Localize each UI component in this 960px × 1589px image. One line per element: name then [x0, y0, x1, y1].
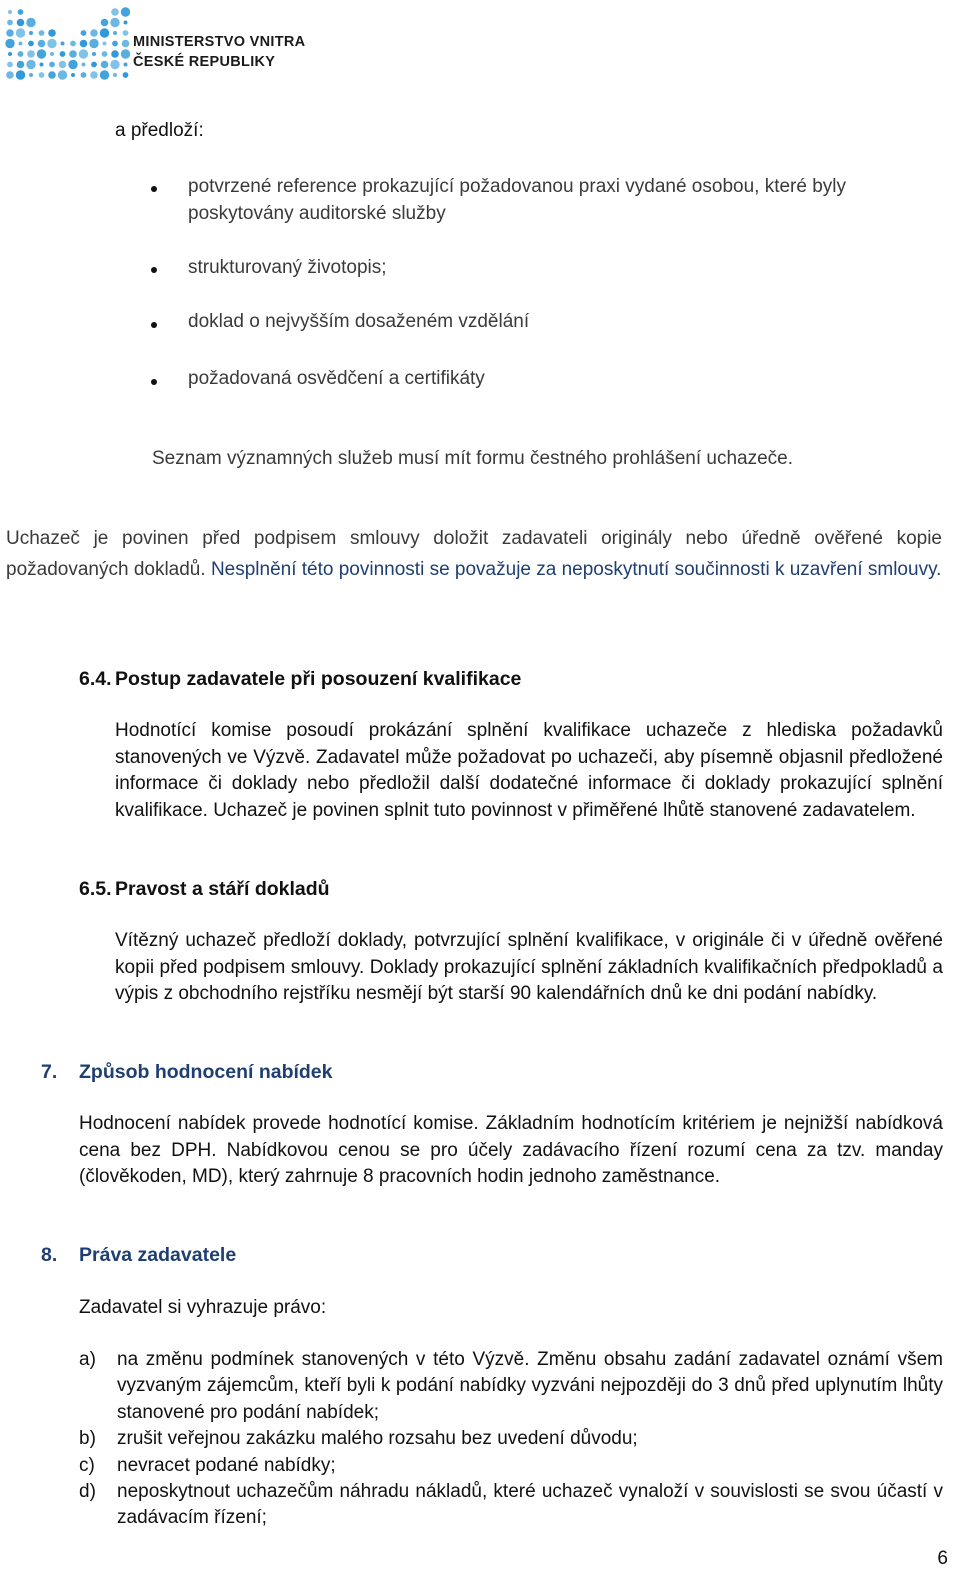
logo-dot — [79, 49, 88, 58]
logo-dot — [29, 31, 33, 35]
section-8-intro: Zadavatel si vyhrazuje právo: — [79, 1297, 327, 1318]
list-marker: a) — [79, 1349, 96, 1370]
logo-dot — [61, 42, 65, 46]
logo-dot — [111, 50, 119, 58]
logo-dot — [80, 40, 88, 48]
logo-dot — [48, 29, 56, 37]
ministry-logo-mark-icon — [4, 4, 134, 84]
list-marker: b) — [79, 1428, 96, 1450]
section-6-5-number: 6.5. — [79, 878, 112, 900]
logo-dot — [90, 29, 98, 37]
logo-dot — [101, 61, 109, 69]
logo-dot — [124, 63, 128, 67]
logo-dot — [101, 19, 109, 27]
logo-dot — [39, 30, 45, 36]
list-item — [79, 1479, 943, 1532]
list-item-text: neposkytnout uchazečům náhradu nákladů, které uchazeč vynaloží v souvislosti se svou účastí v zadávacím řízení; — [117, 1481, 943, 1529]
logo-dot — [92, 52, 96, 56]
section-8-number: 8. — [41, 1244, 58, 1266]
list-item — [79, 1426, 943, 1452]
logo-dot — [81, 72, 87, 78]
intro-text: a předloží: — [115, 120, 204, 141]
logo-dot — [16, 28, 25, 37]
logo-dot — [112, 41, 118, 47]
logo-dot — [19, 42, 23, 46]
logo-line2: ČESKÉ REPUBLIKY — [133, 54, 276, 70]
logo-dot — [122, 40, 130, 48]
logo-dot — [8, 10, 12, 14]
logo-dot — [89, 39, 98, 48]
page-number: 6 — [937, 1548, 948, 1569]
list-item — [79, 1347, 943, 1426]
logo-dot — [8, 52, 12, 56]
logo-dot — [26, 18, 35, 27]
obligation-part2: Nesplnění této povinnosti se považuje za neposkytnutí součinnosti k uzavření smlouvy. — [210, 559, 942, 580]
logo-dot — [100, 70, 109, 79]
bullet-item-3: doklad o nejvyšším dosaženém vzdělání — [188, 311, 530, 332]
logo-dot — [113, 31, 117, 35]
obligation-part1: Uchazeč je povinen před podpisem smlouvy doložit zadavateli originály nebo úředně ověřené kopie požadovaných dokladů. — [6, 528, 942, 580]
logo-dot — [121, 7, 130, 16]
section-6-5-body: Vítězný uchazeč předloží doklady, potvrzující splnění kvalifikace, v originále či v úředně ověřené kopii před podpisem smlouvy. Doklady prokazující splnění základních kvalifikačních předpokladů a výpis z obchodního rejstříku nesmějí být starší 90 kalendářních dnů ke dni podání nabídky. — [115, 930, 943, 1005]
logo-dot — [50, 52, 54, 56]
logo-dot — [69, 50, 77, 58]
logo-dot — [6, 71, 14, 79]
logo-dot — [110, 18, 119, 27]
bullet-item-4: požadovaná osvědčení a certifikáty — [188, 368, 485, 389]
logo-dot — [5, 39, 14, 48]
section-6-4-body: Hodnotící komise posoudí prokázání splnění kvalifikace uchazeče z hlediska požadavků stanovených ve Výzvě. Zadavatel může požadovat po uchazeči, aby písemně objasnil předložené informace či doklady nebo předložil další dodatečné informace či doklady prokazující splnění kvalifikace. Uchazeč je povinen splnit tuto povinnost v přiměřené lhůtě stanovené zadavatelem. — [115, 720, 943, 821]
list-item-text: zrušit veřejnou zakázku malého rozsahu bez uvedení důvodu; — [117, 1428, 638, 1450]
logo-dot — [59, 61, 67, 69]
logo-dot — [58, 70, 67, 79]
logo-dot — [39, 72, 45, 78]
services-note: Seznam významných služeb musí mít formu čestného prohlášení uchazeče. — [152, 448, 794, 469]
logo-dot — [26, 60, 35, 69]
section-6-5-title: Pravost a stáří dokladů — [115, 878, 330, 900]
section-7-number: 7. — [41, 1061, 58, 1083]
bullet-icon — [151, 379, 157, 385]
logo-dot — [17, 61, 25, 69]
logo-dot — [6, 29, 14, 37]
logo-dot — [18, 51, 24, 57]
logo-dot — [17, 19, 25, 27]
logo-dot — [60, 51, 66, 57]
section-6-4-number: 6.4. — [79, 668, 112, 690]
logo-dot — [47, 39, 56, 48]
logo-dot — [28, 41, 34, 47]
logo-dot — [70, 41, 76, 47]
logo-dot — [100, 28, 109, 37]
logo-dot — [71, 73, 75, 77]
logo-dot — [18, 9, 24, 15]
logo-dot — [81, 30, 87, 36]
bullet-icon — [151, 186, 157, 192]
logo-dot — [68, 60, 77, 69]
list-item-text: nevracet podané nabídky; — [117, 1454, 336, 1476]
logo-dot — [7, 62, 13, 68]
logo-dot — [102, 51, 108, 57]
logo-dot — [90, 71, 98, 79]
logo-dot — [113, 73, 117, 77]
logo-dot — [124, 21, 128, 25]
section-7-body: Hodnocení nabídek provede hodnotící komise. Základním hodnotícím kritériem je nejnižší nabídková cena bez DPH. Nabídkovou cenou se pro účely zadávacího řízení rozumí cena za tzv. manday (člověkoden, MD), který zahrnuje 8 pracovních hodin jednoho zaměstnance. — [79, 1113, 943, 1188]
logo-line1: MINISTERSTVO VNITRA — [133, 34, 306, 50]
logo-dot — [82, 63, 86, 67]
logo-dot — [123, 72, 129, 78]
logo-dot — [91, 62, 97, 68]
logo-dot — [49, 62, 55, 68]
logo-dot — [103, 42, 107, 46]
list-marker: d) — [79, 1481, 96, 1503]
logo-text — [133, 32, 305, 72]
logo-dot — [37, 49, 46, 58]
rights-list — [79, 1347, 943, 1532]
bullet-icon — [151, 322, 157, 328]
section-6-4-title: Postup zadavatele při posouzení kvalifikace — [115, 668, 522, 690]
section-8-title: Práva zadavatele — [79, 1244, 237, 1266]
list-item — [79, 1453, 943, 1479]
section-7-title: Způsob hodnocení nabídek — [79, 1061, 333, 1083]
obligation-paragraph — [6, 523, 942, 585]
logo-dot — [48, 71, 56, 79]
logo-dot — [38, 40, 46, 48]
logo-dot — [7, 20, 13, 26]
logo-dot — [123, 30, 129, 36]
bullet-item-2: strukturovaný životopis; — [188, 257, 387, 278]
list-marker: c) — [79, 1454, 95, 1476]
logo-dot — [40, 63, 44, 67]
logo-dot — [29, 73, 33, 77]
bullet-icon — [151, 267, 157, 273]
logo-dot — [16, 70, 25, 79]
bullet-item-1: potvrzené reference prokazující požadovanou praxi vydané osobou, které byly poskytovány auditorské služby — [188, 176, 847, 224]
list-item-text: na změnu podmínek stanovených v této Výzvě. Změnu obsahu zadání zadavatel oznámí všem vyzvaným zájemcům, kteří byli k podání nabídky vyzváni nejpozději do 3 dnů před uplynutím lhůty stanovené pro podání nabídek; — [117, 1349, 943, 1423]
logo-dot — [111, 8, 119, 16]
logo-dot — [121, 49, 130, 58]
logo-dot — [27, 50, 35, 58]
logo-dot — [110, 60, 119, 69]
